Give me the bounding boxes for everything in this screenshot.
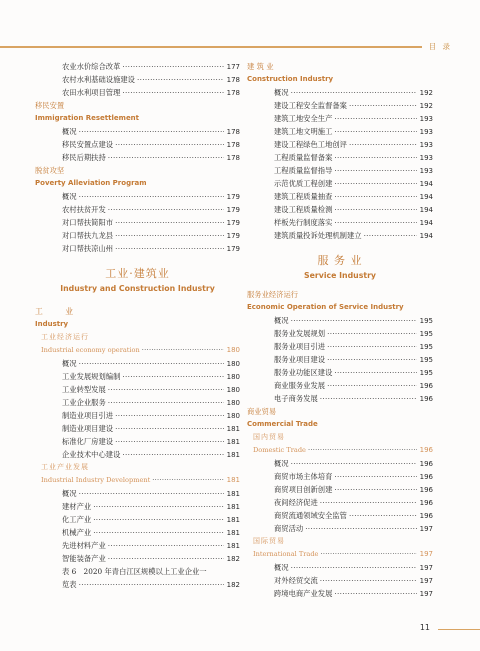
toc-entry[interactable]: [35, 448, 240, 461]
toc-entry-title: Industrial economy operation: [41, 346, 140, 354]
toc-entry-title: 化工产业: [62, 515, 92, 524]
toc-entry[interactable]: [247, 112, 433, 125]
toc-entry-title: 工程质量监督指导: [274, 166, 333, 175]
toc-entry[interactable]: [247, 366, 433, 379]
toc-entry[interactable]: [35, 229, 240, 242]
toc-subsection-entry[interactable]: [247, 444, 433, 457]
toc-entry-title: Industrial Industry Development: [41, 476, 151, 484]
toc-page-number: 178: [226, 76, 240, 84]
toc-entry-title: 工业发展规划编制: [62, 372, 121, 381]
dot-leader: [364, 229, 417, 242]
toc-entry-title: 概况: [62, 192, 77, 201]
toc-entry[interactable]: [247, 314, 433, 327]
category-title-en: Economic Operation of Service Industry: [247, 303, 404, 311]
category-title-en: Immigration Resettlement: [35, 114, 140, 122]
toc-entry[interactable]: [35, 422, 240, 435]
toc-entry-title: Domestic Trade: [253, 446, 306, 454]
toc-entry-title: 工程质量监督备案: [274, 153, 333, 162]
toc-entry[interactable]: [247, 470, 433, 483]
dot-leader: [349, 138, 417, 151]
dot-leader: [334, 177, 417, 190]
toc-page-number: 194: [419, 193, 433, 201]
toc-entry[interactable]: [247, 483, 433, 496]
section-title-cn: 工 业: [35, 307, 84, 316]
toc-entry-title: 机械产业: [62, 528, 92, 537]
toc-left-column: [35, 60, 240, 591]
toc-entry-title: 建设工程安全监督备案: [274, 101, 347, 110]
toc-page-number: 181: [226, 425, 240, 433]
toc-entry[interactable]: [35, 216, 240, 229]
toc-entry-title: 示范优质工程创建: [274, 179, 333, 188]
toc-entry-title: 先进材料产业: [62, 541, 106, 550]
dot-leader: [334, 151, 417, 164]
dot-leader: [115, 216, 224, 229]
dot-leader: [308, 444, 417, 457]
toc-entry-title: 标准化厂房建设: [62, 437, 114, 446]
dot-leader: [108, 383, 224, 396]
subsection-title-cn: 工业经济运行: [41, 333, 89, 341]
toc-entry-title: 建材产业: [62, 502, 92, 511]
dot-leader: [93, 500, 224, 513]
dot-leader: [334, 112, 417, 125]
toc-entry-title: 概况: [62, 359, 77, 368]
toc-page-number: 181: [226, 451, 240, 459]
dot-leader: [334, 203, 417, 216]
toc-page-number: 182: [226, 581, 240, 589]
dot-leader: [334, 216, 417, 229]
dot-leader: [115, 242, 224, 255]
category-title-en: Construction Industry: [247, 75, 334, 83]
toc-subsection-entry[interactable]: [35, 474, 240, 487]
toc-page-number: 181: [226, 542, 240, 550]
toc-entry[interactable]: [247, 522, 433, 535]
dot-leader: [115, 422, 224, 435]
toc-entry-title: International Trade: [253, 550, 319, 558]
dot-leader: [327, 379, 417, 392]
dot-leader: [334, 587, 417, 600]
toc-page-number: 195: [419, 369, 433, 377]
toc-page-number: 193: [419, 115, 433, 123]
toc-page-number: 181: [226, 438, 240, 446]
subsection-title-cn: 国内贸易: [253, 433, 285, 441]
toc-entry[interactable]: [247, 574, 433, 587]
toc-page-number: 180: [226, 360, 240, 368]
dot-leader: [142, 344, 224, 357]
toc-entry-title: 智能装备产业: [62, 554, 106, 563]
category-title-cn: 脱贫攻坚: [35, 166, 65, 175]
toc-entry[interactable]: [247, 177, 433, 190]
toc-page-number: 181: [226, 516, 240, 524]
toc-page-number: 196: [419, 395, 433, 403]
toc-entry[interactable]: [247, 190, 433, 203]
toc-page-number: 196: [419, 473, 433, 481]
toc-entry[interactable]: [35, 409, 240, 422]
toc-entry-title: 跨境电商产业发展: [274, 589, 333, 598]
toc-entry[interactable]: [247, 587, 433, 600]
toc-entry[interactable]: [35, 500, 240, 513]
dot-leader: [334, 483, 417, 496]
dot-leader: [334, 164, 417, 177]
toc-page-number: 197: [419, 564, 433, 572]
toc-entry[interactable]: [35, 435, 240, 448]
toc-page-number: 192: [419, 102, 433, 110]
dot-leader: [320, 548, 417, 561]
toc-entry-title: 商贸市场主体培育: [274, 472, 333, 481]
toc-entry-title: 服务业功能区建设: [274, 368, 333, 377]
footer-rule: [438, 629, 480, 630]
page-footer: [0, 619, 480, 639]
toc-page-number: 193: [419, 154, 433, 162]
toc-page-number: 193: [419, 141, 433, 149]
toc-entry-title: 建筑工地安全生产: [274, 114, 333, 123]
toc-page-number: 181: [226, 503, 240, 511]
toc-entry[interactable]: [35, 396, 240, 409]
toc-entry-title: 移民安置点建设: [62, 140, 114, 149]
toc-entry-wrapped-line[interactable]: 表 6 2020 年青白江区规模以上工业企业一: [62, 567, 207, 576]
toc-entry[interactable]: [247, 151, 433, 164]
toc-page-number: 195: [419, 356, 433, 364]
toc-page-number: 194: [419, 232, 433, 240]
dot-leader: [115, 138, 224, 151]
dot-leader: [320, 496, 417, 509]
toc-entry[interactable]: [247, 561, 433, 574]
toc-entry-title: 农村扶贫开发: [62, 205, 106, 214]
toc-page-number: 181: [226, 529, 240, 537]
toc-page-number: 197: [419, 577, 433, 585]
toc-entry-title: 对口帮扶凉山州: [62, 244, 114, 253]
toc-entry-title: 移民后期扶持: [62, 153, 106, 162]
dot-leader: [108, 151, 224, 164]
toc-entry[interactable]: [247, 340, 433, 353]
toc-page-number: 193: [419, 167, 433, 175]
toc-page-number: 195: [419, 330, 433, 338]
toc-entry-title: 商贸项目创新创建: [274, 485, 333, 494]
toc-page-number: 194: [419, 206, 433, 214]
dot-leader: [305, 522, 417, 535]
spacer: [247, 242, 433, 252]
toc-entry[interactable]: [247, 229, 433, 242]
category-title-cn: 移民安置: [35, 101, 65, 110]
category-title-cn: 服务业经济运行: [247, 290, 299, 299]
dot-leader: [122, 448, 224, 461]
dot-leader: [334, 470, 417, 483]
toc-entry-title: 制造业项目建设: [62, 424, 114, 433]
dot-leader: [122, 370, 224, 383]
dot-leader: [291, 314, 417, 327]
dot-leader: [122, 86, 224, 99]
dot-leader: [108, 539, 224, 552]
toc-subsection-entry[interactable]: [247, 548, 433, 561]
toc-page-number: 179: [226, 219, 240, 227]
toc-entry-title: 对口帮扶简阳市: [62, 218, 114, 227]
dot-leader: [108, 396, 224, 409]
toc-entry-title: 概况: [274, 459, 289, 468]
spacer: [35, 295, 240, 305]
dot-leader: [108, 203, 224, 216]
dot-leader: [137, 73, 224, 86]
dot-leader: [108, 552, 224, 565]
toc-entry-title: 服务业项目引进: [274, 342, 326, 351]
toc-page-number: 181: [226, 476, 240, 484]
dot-leader: [291, 457, 417, 470]
dot-leader: [334, 190, 417, 203]
toc-entry-title: 工业企业服务: [62, 398, 106, 407]
toc-entry[interactable]: [247, 203, 433, 216]
toc-page-number: 178: [226, 154, 240, 162]
dot-leader: [291, 561, 417, 574]
toc-entry-title: 农村水利基础设施建设: [62, 75, 135, 84]
toc-page-number: 179: [226, 206, 240, 214]
page-number: 11: [419, 623, 430, 632]
toc-entry-title: 服务业项目建设: [274, 355, 326, 364]
toc-entry[interactable]: [35, 203, 240, 216]
toc-entry[interactable]: [247, 392, 433, 405]
toc-entry[interactable]: [35, 138, 240, 151]
toc-page-number: 177: [226, 63, 240, 71]
toc-page-number: 196: [419, 512, 433, 520]
category-title-en: Industry: [35, 320, 69, 328]
toc-entry[interactable]: [35, 383, 240, 396]
toc-entry-title: 概况: [274, 316, 289, 325]
toc-page-number: 178: [226, 141, 240, 149]
toc-entry-title: 商业服务业发展: [274, 381, 326, 390]
header-rule: [0, 46, 422, 48]
toc-entry[interactable]: [247, 327, 433, 340]
toc-entry-title: 建筑工程质量抽查: [274, 192, 333, 201]
toc-page-number: 179: [226, 232, 240, 240]
dot-leader: [93, 513, 224, 526]
toc-subsection-entry[interactable]: [35, 344, 240, 357]
dot-leader: [334, 125, 417, 138]
toc-entry-title: 建设工程绿色工地创评: [274, 140, 347, 149]
toc-entry-title: 对口帮扶九龙县: [62, 231, 114, 240]
subsection-title-cn: 国际贸易: [253, 537, 285, 545]
toc-entry[interactable]: [35, 370, 240, 383]
dot-leader: [93, 526, 224, 539]
toc-entry[interactable]: [247, 138, 433, 151]
toc-right-column: [247, 60, 433, 600]
toc-page-number: 181: [226, 490, 240, 498]
spacer: [35, 255, 240, 265]
toc-page-number: 192: [419, 89, 433, 97]
dot-leader: [115, 409, 224, 422]
toc-entry[interactable]: [247, 164, 433, 177]
toc-page-number: 182: [226, 555, 240, 563]
toc-page-number: 179: [226, 245, 240, 253]
toc-entry-title: 概况: [274, 88, 289, 97]
toc-page-number: 180: [226, 412, 240, 420]
toc-entry-title: 建筑质量投诉处理机制建立: [274, 231, 362, 240]
toc-entry-title: 概况: [62, 489, 77, 498]
toc-page-number: 196: [419, 446, 433, 454]
dot-leader: [152, 474, 224, 487]
dot-leader: [291, 86, 417, 99]
dot-leader: [349, 509, 417, 522]
toc-page-number: 194: [419, 180, 433, 188]
category-title-en: Poverty Alleviation Program: [35, 179, 147, 187]
toc-page-number: 196: [419, 486, 433, 494]
toc-entry-title: 商贸活动: [274, 524, 304, 533]
subsection-title-cn: 工业产业发展: [41, 463, 89, 471]
toc-entry[interactable]: [35, 151, 240, 164]
toc-page-number: 180: [226, 346, 240, 354]
toc-entry-title: 建设工程质量检测: [274, 205, 333, 214]
toc-entry[interactable]: [247, 496, 433, 509]
category-title-en: Commercial Trade: [247, 420, 318, 428]
category-title-cn: 建 筑 业: [247, 62, 274, 71]
toc-page-number: 196: [419, 382, 433, 390]
toc-entry-title: 概况: [62, 127, 77, 136]
dot-leader: [79, 357, 224, 370]
part-title-cn: 服 务 业: [317, 254, 363, 267]
toc-entry[interactable]: [35, 357, 240, 370]
dot-leader: [327, 327, 417, 340]
toc-entry-title: 企业技术中心建设: [62, 450, 121, 459]
part-title-cn: 工业·建筑业: [105, 267, 170, 280]
dot-leader: [79, 190, 224, 203]
toc-entry-title: 样板先行制度落实: [274, 218, 333, 227]
toc-entry[interactable]: [247, 125, 433, 138]
toc-page-number: 197: [419, 550, 433, 558]
toc-page-number: 180: [226, 373, 240, 381]
toc-page-number: 195: [419, 317, 433, 325]
toc-entry[interactable]: [247, 86, 433, 99]
toc-entry-title: 农田水利项目管理: [62, 88, 121, 97]
toc-entry[interactable]: [35, 513, 240, 526]
toc-entry[interactable]: [35, 487, 240, 500]
toc-entry[interactable]: [35, 526, 240, 539]
dot-leader: [79, 578, 224, 591]
toc-entry[interactable]: [35, 242, 240, 255]
toc-entry[interactable]: [35, 73, 240, 86]
toc-entry-title: 建筑工地文明施工: [274, 127, 333, 136]
dot-leader: [115, 435, 224, 448]
header-label: 目 录: [428, 42, 452, 51]
toc-page-number: 196: [419, 499, 433, 507]
toc-entry-title: 夜间经济促进: [274, 498, 318, 507]
dot-leader: [122, 60, 224, 73]
toc-entry[interactable]: [247, 353, 433, 366]
toc-entry[interactable]: [35, 552, 240, 565]
header-bar: [0, 40, 480, 54]
toc-entry-title: 工业转型发展: [62, 385, 106, 394]
toc-entry[interactable]: [35, 539, 240, 552]
part-title-en: Service Industry: [303, 271, 376, 280]
toc-entry-title: 览表: [62, 580, 77, 589]
toc-entry[interactable]: [35, 125, 240, 138]
dot-leader: [349, 99, 417, 112]
category-title-cn: 商业贸易: [247, 407, 277, 416]
toc-entry-title: 概况: [274, 563, 289, 572]
toc-page-number: 178: [226, 128, 240, 136]
part-title-en: Industry and Construction Industry: [60, 284, 215, 293]
toc-page-number: 179: [226, 193, 240, 201]
toc-entry[interactable]: [35, 578, 240, 591]
toc-entry-title: 服务业发展规划: [274, 329, 326, 338]
toc-page-number: 197: [419, 590, 433, 598]
toc-entry[interactable]: [35, 86, 240, 99]
toc-entry[interactable]: [247, 457, 433, 470]
dot-leader: [79, 125, 224, 138]
toc-entry[interactable]: [247, 509, 433, 522]
toc-page-number: 196: [419, 460, 433, 468]
dot-leader: [334, 366, 417, 379]
dot-leader: [320, 392, 417, 405]
toc-page-number: 194: [419, 219, 433, 227]
toc-page-number: 178: [226, 89, 240, 97]
dot-leader: [79, 487, 224, 500]
toc-entry[interactable]: [35, 190, 240, 203]
dot-leader: [327, 340, 417, 353]
dot-leader: [115, 229, 224, 242]
dot-leader: [327, 353, 417, 366]
toc-entry-title: 制造业项目引进: [62, 411, 114, 420]
toc-page-number: 195: [419, 343, 433, 351]
toc-entry-title: 对外经贸交流: [274, 576, 318, 585]
toc-entry-title: 农业水价综合改革: [62, 62, 121, 71]
toc-entry[interactable]: [247, 379, 433, 392]
toc-page-number: 180: [226, 399, 240, 407]
toc-page-number: 193: [419, 128, 433, 136]
toc-entry[interactable]: [247, 216, 433, 229]
toc-entry-title: 商贸流通领域安全监管: [274, 511, 347, 520]
toc-page-number: 180: [226, 386, 240, 394]
toc-entry[interactable]: [247, 99, 433, 112]
toc-entry-title: 电子商务发展: [274, 394, 318, 403]
dot-leader: [320, 574, 417, 587]
toc-page-number: 197: [419, 525, 433, 533]
toc-entry[interactable]: [35, 60, 240, 73]
